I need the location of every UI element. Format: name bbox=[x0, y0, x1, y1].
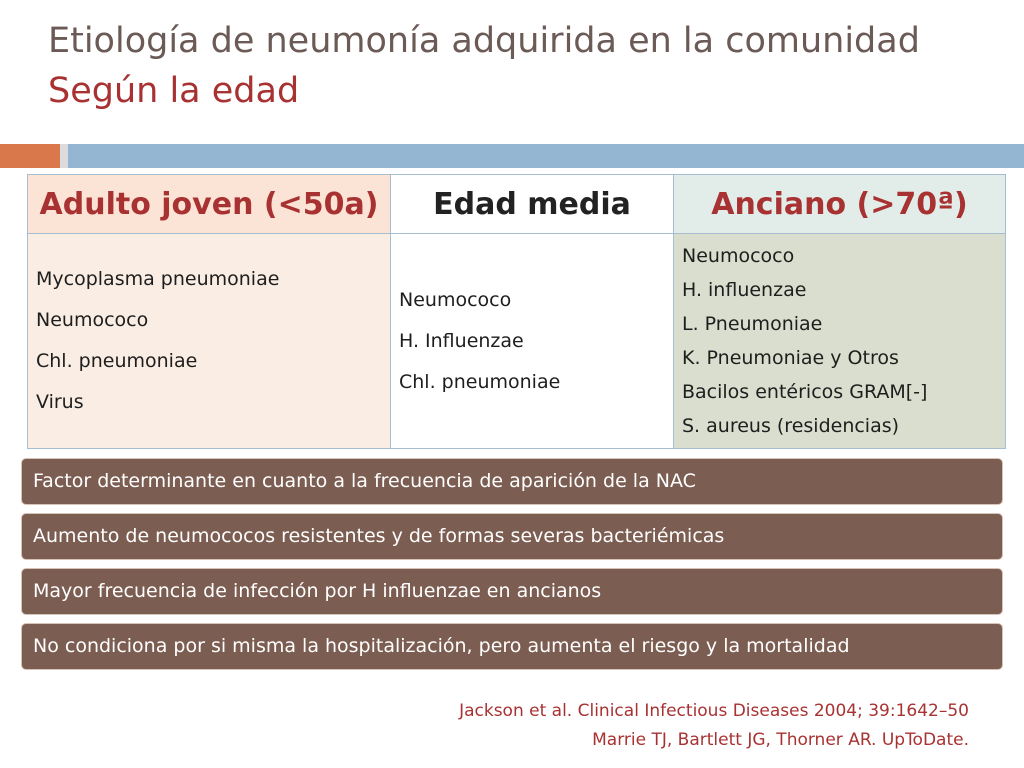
slide-title bbox=[48, 16, 920, 116]
list-item: Bacilos entéricos GRAM[-] bbox=[682, 381, 928, 403]
title-main: Etiología de neumonía adquirida en la comunidad bbox=[48, 21, 920, 61]
accent-bar-gap bbox=[60, 144, 68, 168]
title-subtitle: Según la edad bbox=[48, 71, 300, 111]
list-item: K. Pneumoniae y Otros bbox=[682, 347, 899, 369]
list-item: Chl. pneumoniae bbox=[36, 350, 198, 372]
key-points bbox=[21, 458, 1003, 678]
cell-young-adult bbox=[28, 234, 391, 449]
point-bar-2: Aumento de neumococos resistentes y de formas severas bacteriémicas bbox=[21, 513, 1003, 560]
list-item: Virus bbox=[36, 391, 84, 413]
point-bar-3: Mayor frecuencia de infección por H influenzae en ancianos bbox=[21, 568, 1003, 615]
list-item: Mycoplasma pneumoniae bbox=[36, 268, 280, 290]
header-elderly: Anciano (>70ª) bbox=[674, 175, 1006, 234]
accent-bar-orange bbox=[0, 144, 60, 168]
point-bar-4: No condiciona por si misma la hospitalización, pero aumenta el riesgo y la mortalidad bbox=[21, 623, 1003, 670]
header-young-adult: Adulto joven (<50a) bbox=[28, 175, 391, 234]
list-item: H. influenzae bbox=[682, 279, 807, 301]
list-item: Neumococo bbox=[682, 245, 795, 267]
list-item: Neumococo bbox=[399, 288, 512, 311]
list-item: Chl. pneumoniae bbox=[399, 370, 561, 393]
cell-elderly bbox=[674, 234, 1006, 449]
table-row bbox=[28, 234, 1006, 449]
reference-1: Jackson et al. Clinical Infectious Diseases 2004; 39:1642–50 bbox=[459, 701, 969, 721]
list-item: L. Pneumoniae bbox=[682, 313, 823, 335]
table-header-row bbox=[28, 175, 1006, 234]
point-bar-1: Factor determinante en cuanto a la frecuencia de aparición de la NAC bbox=[21, 458, 1003, 505]
list-item: H. Influenzae bbox=[399, 329, 524, 352]
reference-2: Marrie TJ, Bartlett JG, Thorner AR. UpToDate. bbox=[592, 730, 969, 750]
header-middle-age: Edad media bbox=[391, 175, 674, 234]
list-item: S. aureus (residencias) bbox=[682, 415, 900, 437]
references bbox=[459, 697, 969, 755]
list-item: Neumococo bbox=[36, 309, 149, 331]
etiology-table bbox=[27, 174, 1006, 449]
cell-middle-age bbox=[391, 234, 674, 449]
accent-bar-blue bbox=[68, 144, 1024, 168]
